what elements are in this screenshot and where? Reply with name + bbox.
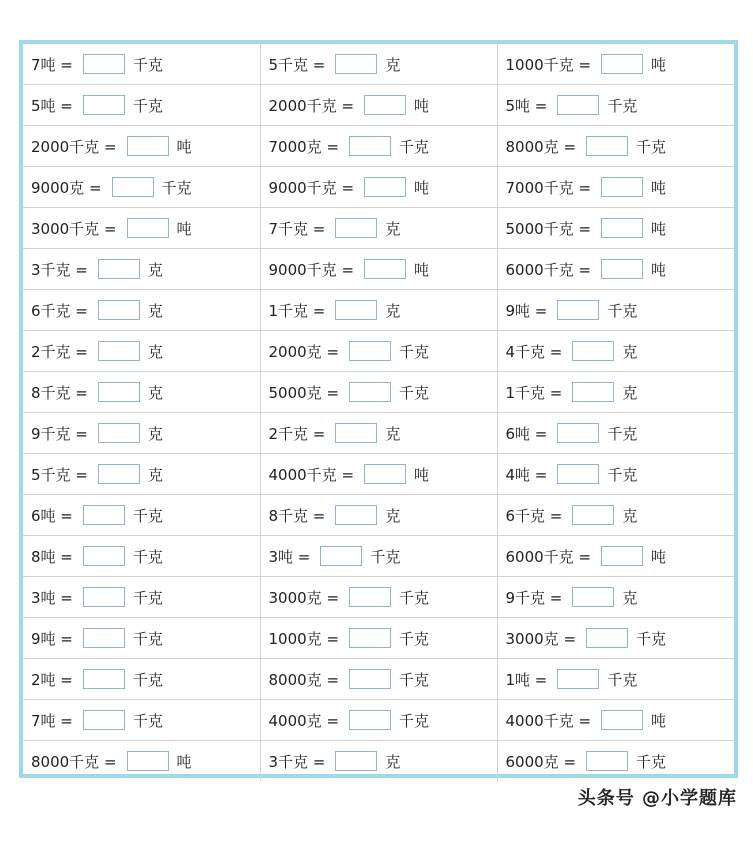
- answer-unit: 克: [385, 506, 401, 525]
- problem-cell: [23, 618, 260, 659]
- problem-cell: [23, 413, 260, 454]
- problem-cell: [23, 454, 260, 495]
- problem-expression: 2千克 =: [31, 342, 88, 361]
- answer-unit: 克: [147, 342, 163, 361]
- problem-expression: 9吨 =: [505, 301, 548, 320]
- answer-input[interactable]: [557, 669, 599, 689]
- answer-unit: 千克: [161, 178, 192, 197]
- answer-input[interactable]: [586, 136, 628, 156]
- answer-unit: 吨: [414, 178, 430, 197]
- answer-unit: 千克: [607, 424, 638, 443]
- worksheet-row: [23, 126, 734, 167]
- problem-cell: [23, 536, 260, 577]
- problem-expression: 3吨 =: [31, 588, 73, 607]
- problem-cell: [497, 700, 734, 741]
- answer-input[interactable]: [586, 751, 628, 771]
- answer-unit: 千克: [132, 670, 163, 689]
- answer-unit: 千克: [370, 547, 401, 566]
- answer-unit: 克: [147, 301, 163, 320]
- problem-expression: 4千克 =: [505, 342, 563, 361]
- answer-unit: 克: [385, 55, 401, 74]
- answer-unit: 吨: [651, 260, 667, 279]
- answer-input[interactable]: [335, 505, 377, 525]
- answer-input[interactable]: [335, 218, 377, 238]
- problem-cell: [23, 126, 260, 167]
- problem-cell: [260, 372, 497, 413]
- problem-cell: [23, 249, 260, 290]
- problem-expression: 7吨 =: [31, 55, 73, 74]
- problem-expression: 1000克 =: [268, 629, 340, 648]
- answer-unit: 克: [385, 752, 401, 771]
- answer-input[interactable]: [83, 587, 125, 607]
- problem-expression: 8千克 =: [268, 506, 326, 525]
- answer-input[interactable]: [349, 587, 391, 607]
- worksheet-row: [23, 44, 734, 85]
- answer-unit: 克: [622, 588, 638, 607]
- problem-expression: 8千克 =: [31, 383, 88, 402]
- problem-expression: 4000千克 =: [505, 711, 592, 730]
- worksheet-row: [23, 208, 734, 249]
- problem-expression: 1000千克 =: [505, 55, 592, 74]
- answer-input[interactable]: [98, 382, 140, 402]
- problem-cell: [260, 536, 497, 577]
- worksheet-row: [23, 741, 734, 782]
- problem-cell: [497, 249, 734, 290]
- problem-expression: 9吨 =: [31, 629, 73, 648]
- problem-expression: 2000千克 =: [268, 96, 355, 115]
- answer-unit: 克: [622, 506, 638, 525]
- problem-expression: 3000克 =: [505, 629, 577, 648]
- problem-expression: 2000千克 =: [31, 137, 117, 156]
- answer-unit: 吨: [176, 219, 192, 238]
- answer-input[interactable]: [557, 300, 599, 320]
- answer-input[interactable]: [572, 505, 614, 525]
- worksheet-body: [23, 44, 734, 781]
- answer-unit: 吨: [176, 752, 192, 771]
- problem-expression: 7吨 =: [31, 711, 73, 730]
- answer-unit: 千克: [399, 383, 430, 402]
- answer-unit: 千克: [399, 137, 430, 156]
- answer-input[interactable]: [112, 177, 154, 197]
- problem-expression: 3千克 =: [31, 260, 88, 279]
- answer-input[interactable]: [98, 464, 140, 484]
- answer-input[interactable]: [349, 136, 391, 156]
- answer-input[interactable]: [557, 423, 599, 443]
- answer-unit: 千克: [132, 506, 163, 525]
- answer-input[interactable]: [127, 218, 169, 238]
- problem-expression: 2千克 =: [268, 424, 326, 443]
- answer-unit: 千克: [132, 629, 163, 648]
- answer-unit: 克: [385, 219, 401, 238]
- answer-input[interactable]: [601, 54, 643, 74]
- answer-input[interactable]: [83, 54, 125, 74]
- problem-expression: 8000克 =: [505, 137, 577, 156]
- answer-input[interactable]: [601, 259, 643, 279]
- problem-cell: [260, 618, 497, 659]
- problem-cell: [260, 413, 497, 454]
- answer-unit: 克: [385, 424, 401, 443]
- answer-unit: 千克: [132, 547, 163, 566]
- worksheet-row: [23, 454, 734, 495]
- problem-cell: [260, 659, 497, 700]
- problem-cell: [260, 700, 497, 741]
- problem-cell: [23, 44, 260, 85]
- worksheet-row: [23, 85, 734, 126]
- problem-cell: [23, 290, 260, 331]
- answer-unit: 千克: [636, 137, 667, 156]
- answer-input[interactable]: [335, 423, 377, 443]
- answer-unit: 千克: [399, 588, 430, 607]
- problem-cell: [260, 290, 497, 331]
- answer-input[interactable]: [98, 423, 140, 443]
- problem-cell: [497, 741, 734, 782]
- answer-input[interactable]: [601, 177, 643, 197]
- problem-cell: [23, 577, 260, 618]
- problem-expression: 6000千克 =: [505, 547, 592, 566]
- problem-cell: [23, 495, 260, 536]
- problem-expression: 8000千克 =: [31, 752, 117, 771]
- problem-cell: [260, 249, 497, 290]
- answer-input[interactable]: [320, 546, 362, 566]
- problem-expression: 5吨 =: [505, 96, 548, 115]
- problem-cell: [497, 290, 734, 331]
- answer-input[interactable]: [364, 95, 406, 115]
- answer-unit: 吨: [414, 260, 430, 279]
- problem-expression: 4000克 =: [268, 711, 340, 730]
- answer-unit: 千克: [607, 670, 638, 689]
- problem-expression: 5千克 =: [268, 55, 326, 74]
- answer-input[interactable]: [335, 54, 377, 74]
- answer-input[interactable]: [127, 136, 169, 156]
- problem-expression: 3000克 =: [268, 588, 340, 607]
- problem-cell: [497, 372, 734, 413]
- problem-expression: 3千克 =: [268, 752, 326, 771]
- answer-unit: 千克: [607, 301, 638, 320]
- worksheet-row: [23, 372, 734, 413]
- problem-expression: 7千克 =: [268, 219, 326, 238]
- problem-cell: [23, 331, 260, 372]
- problem-expression: 6000千克 =: [505, 260, 592, 279]
- problem-expression: 6000克 =: [505, 752, 577, 771]
- problem-expression: 5000克 =: [268, 383, 340, 402]
- answer-unit: 克: [147, 260, 163, 279]
- answer-input[interactable]: [83, 628, 125, 648]
- problem-cell: [23, 372, 260, 413]
- answer-unit: 千克: [636, 629, 667, 648]
- problem-expression: 4000千克 =: [268, 465, 355, 484]
- problem-expression: 9000克 =: [31, 178, 102, 197]
- answer-unit: 千克: [399, 342, 430, 361]
- problem-cell: [497, 618, 734, 659]
- problem-expression: 2吨 =: [31, 670, 73, 689]
- problem-expression: 5000千克 =: [505, 219, 592, 238]
- answer-unit: 吨: [414, 96, 430, 115]
- problem-expression: 1吨 =: [505, 670, 548, 689]
- answer-input[interactable]: [601, 546, 643, 566]
- answer-input[interactable]: [83, 669, 125, 689]
- worksheet-table: [23, 44, 734, 781]
- problem-cell: [260, 167, 497, 208]
- problem-expression: 9千克 =: [505, 588, 563, 607]
- worksheet-row: [23, 700, 734, 741]
- problem-cell: [260, 331, 497, 372]
- answer-input[interactable]: [349, 669, 391, 689]
- problem-cell: [497, 167, 734, 208]
- answer-unit: 千克: [132, 711, 163, 730]
- answer-input[interactable]: [601, 710, 643, 730]
- worksheet-row: [23, 413, 734, 454]
- problem-cell: [497, 413, 734, 454]
- answer-unit: 吨: [651, 178, 667, 197]
- answer-input[interactable]: [349, 628, 391, 648]
- answer-unit: 吨: [176, 137, 192, 156]
- problem-cell: [260, 577, 497, 618]
- answer-input[interactable]: [127, 751, 169, 771]
- problem-expression: 2000克 =: [268, 342, 340, 361]
- worksheet-row: [23, 249, 734, 290]
- answer-unit: 千克: [607, 465, 638, 484]
- worksheet-row: [23, 618, 734, 659]
- answer-input[interactable]: [586, 628, 628, 648]
- answer-unit: 吨: [651, 547, 667, 566]
- problem-expression: 1千克 =: [268, 301, 326, 320]
- problem-cell: [260, 741, 497, 782]
- answer-unit: 千克: [399, 629, 430, 648]
- answer-unit: 千克: [399, 711, 430, 730]
- problem-cell: [497, 126, 734, 167]
- worksheet-row: [23, 495, 734, 536]
- answer-unit: 克: [147, 383, 163, 402]
- worksheet-row: [23, 331, 734, 372]
- problem-cell: [497, 208, 734, 249]
- answer-input[interactable]: [557, 464, 599, 484]
- answer-unit: 千克: [132, 96, 163, 115]
- answer-input[interactable]: [601, 218, 643, 238]
- worksheet-row: [23, 577, 734, 618]
- problem-expression: 4吨 =: [505, 465, 548, 484]
- answer-unit: 千克: [399, 670, 430, 689]
- problem-cell: [23, 167, 260, 208]
- problem-expression: 7000克 =: [268, 137, 340, 156]
- answer-unit: 克: [385, 301, 401, 320]
- problem-expression: 6千克 =: [31, 301, 88, 320]
- worksheet-row: [23, 536, 734, 577]
- answer-unit: 千克: [132, 588, 163, 607]
- problem-cell: [260, 454, 497, 495]
- answer-input[interactable]: [364, 177, 406, 197]
- watermark: 头条号 @小学题库: [577, 788, 737, 809]
- problem-expression: 9千克 =: [31, 424, 88, 443]
- problem-cell: [260, 495, 497, 536]
- problem-expression: 7000千克 =: [505, 178, 592, 197]
- problem-expression: 5吨 =: [31, 96, 73, 115]
- answer-input[interactable]: [572, 382, 614, 402]
- answer-input[interactable]: [98, 341, 140, 361]
- problem-expression: 6吨 =: [31, 506, 73, 525]
- problem-expression: 3000千克 =: [31, 219, 117, 238]
- problem-expression: 5千克 =: [31, 465, 88, 484]
- answer-unit: 吨: [651, 219, 667, 238]
- answer-input[interactable]: [572, 587, 614, 607]
- answer-unit: 千克: [607, 96, 638, 115]
- problem-expression: 1千克 =: [505, 383, 563, 402]
- problem-cell: [23, 741, 260, 782]
- problem-expression: 9000千克 =: [268, 178, 355, 197]
- problem-cell: [497, 495, 734, 536]
- answer-input[interactable]: [349, 341, 391, 361]
- problem-cell: [497, 659, 734, 700]
- answer-input[interactable]: [572, 341, 614, 361]
- problem-expression: 8吨 =: [31, 547, 73, 566]
- problem-cell: [260, 44, 497, 85]
- answer-input[interactable]: [364, 464, 406, 484]
- answer-unit: 千克: [132, 55, 163, 74]
- problem-expression: 3吨 =: [268, 547, 311, 566]
- answer-input[interactable]: [335, 751, 377, 771]
- problem-cell: [260, 126, 497, 167]
- answer-input[interactable]: [98, 300, 140, 320]
- problem-cell: [497, 454, 734, 495]
- answer-input[interactable]: [349, 710, 391, 730]
- problem-cell: [497, 44, 734, 85]
- worksheet-row: [23, 659, 734, 700]
- problem-cell: [497, 331, 734, 372]
- answer-input[interactable]: [83, 710, 125, 730]
- problem-expression: 9000千克 =: [268, 260, 355, 279]
- answer-input[interactable]: [83, 546, 125, 566]
- worksheet-row: [23, 290, 734, 331]
- answer-unit: 克: [622, 342, 638, 361]
- problem-cell: [260, 85, 497, 126]
- problem-expression: 6吨 =: [505, 424, 548, 443]
- problem-cell: [497, 577, 734, 618]
- answer-input[interactable]: [98, 259, 140, 279]
- worksheet-frame: [19, 40, 738, 778]
- problem-cell: [497, 536, 734, 577]
- answer-input[interactable]: [335, 300, 377, 320]
- answer-unit: 克: [147, 465, 163, 484]
- answer-input[interactable]: [83, 95, 125, 115]
- answer-unit: 吨: [651, 55, 667, 74]
- answer-unit: 克: [622, 383, 638, 402]
- answer-unit: 千克: [636, 752, 667, 771]
- problem-cell: [23, 659, 260, 700]
- answer-unit: 克: [147, 424, 163, 443]
- problem-cell: [23, 85, 260, 126]
- problem-expression: 6千克 =: [505, 506, 563, 525]
- answer-unit: 吨: [414, 465, 430, 484]
- answer-input[interactable]: [557, 95, 599, 115]
- problem-cell: [23, 208, 260, 249]
- problem-cell: [23, 700, 260, 741]
- problem-cell: [260, 208, 497, 249]
- answer-input[interactable]: [83, 505, 125, 525]
- problem-expression: 8000克 =: [268, 670, 340, 689]
- worksheet-row: [23, 167, 734, 208]
- answer-input[interactable]: [364, 259, 406, 279]
- problem-cell: [497, 85, 734, 126]
- answer-unit: 吨: [651, 711, 667, 730]
- answer-input[interactable]: [349, 382, 391, 402]
